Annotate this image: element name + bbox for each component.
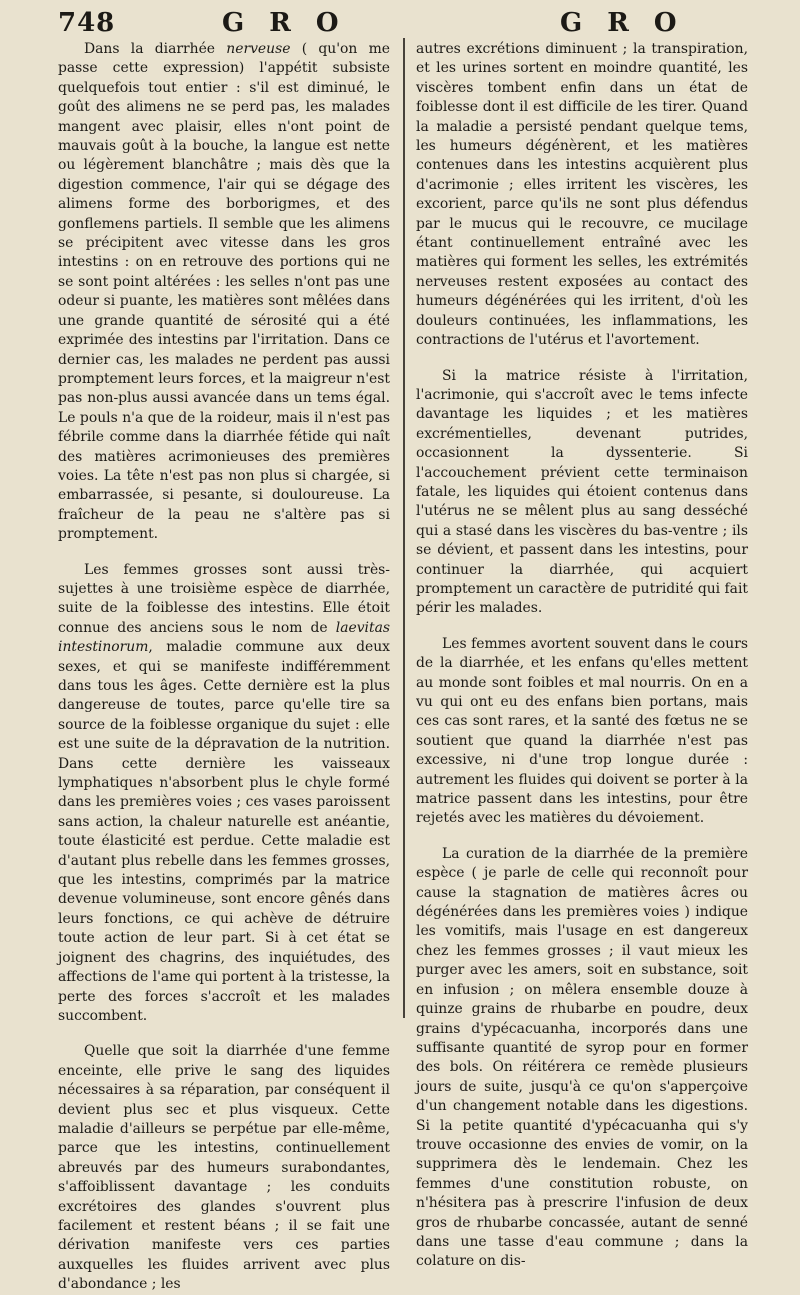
page-number: 748 bbox=[58, 8, 116, 38]
paragraph: Les femmes grosses sont aussi très-sujettes à une troisième espèce de diarrhée, suite de la foiblesse des intestins. Elle étoit connue des anciens sous le nom de laevitas intestinorum, maladie commune aux deux sexes, et qui se manifeste indifféremment dans tous les âges. Cette dernière est la plus dangereuse de toutes, parce qu'elle tire sa source de la foiblesse organique du sujet : elle est une suite de la dépravation de la nutrition. Dans cette dernière les vaisseaux lymphatiques n'absorbent plus le chyle formé dans les premières voies ; ces vases paroissent sans action, la chaleur naturelle est anéantie, toute élasticité est perdue. Cette maladie est d'autant plus rebelle dans les femmes grosses, que les intestins, comprimés par la matrice devenue volumineuse, sont encore gênés dans leurs fonctions, ce qui achève de détruire toute action de leur part. Si à cet état se joignent des chagrins, des inquiétudes, des affections de l'ame qui portent à la tristesse, la perte des forces s'accroît et les malades succombent. bbox=[58, 561, 390, 1024]
paragraph: La curation de la diarrhée de la première espèce ( je parle de celle qui reconnoît pour cause la stagnation de matières âcres ou dégénérées dans les premières voies ) indique les vomitifs, mais l'usage en est dangereux chez les femmes grosses ; il vaut mieux les purger avec les amers, soit en substance, soit en infusion ; on mêlera ensemble douze à quinze grains de rhubarbe en poudre, deux grains d'ypécacuanha, incorporés dans une suffisante quantité de syrop pour en former des bols. On réitérera ce remède plusieurs jours de suite, jusqu'à ce qu'on s'apperçoive d'un changement notable dans les digestions. Si la petite quantité d'ypécacuanha qui s'y trouve occasionne des envies de vomir, on la supprimera dès le lendemain. Chez les femmes d'une constitution robuste, on n'hésitera pas à prescrire l'infusion de deux gros de rhubarbe concassée, autant de senné dans une tasse d'eau commune ; dans la colature on dis- bbox=[416, 845, 748, 1270]
paragraph: Quelle que soit la diarrhée d'une femme enceinte, elle prive le sang des liquides nécessaires à sa réparation, par conséquent il devient plus sec et plus visqueux. Cette maladie d'ailleurs se perpétue par elle-même, parce que les intestins, continuellement abreuvés par des humeurs surabondantes, s'affoiblissent davantage ; les conduits excrétoires des glandes s'ouvrent plus facilement et restent béans ; il se fait une dérivation manifeste vers ces parties auxquelles les fluides arrivent avec plus d'abondance ; les bbox=[58, 1043, 390, 1293]
emphasis: laevitas intestinorum bbox=[58, 619, 390, 656]
emphasis: nerveuse bbox=[226, 41, 291, 57]
right-column bbox=[416, 40, 748, 1272]
paragraph: Si la matrice résiste à l'irritation, l'acrimonie, qui s'accroît avec le tems infecte davantage les liquides ; et les matières excrémentielles, devenant putrides, occasionnent la dyssenterie. Si l'accouchement prévient cette terminaison fatale, les liquides qui étoient contenus dans l'utérus ne se mêlent plus au sang desséché qui a stasé dans les viscères du bas-ventre ; ils se dévient, et passent dans les intestins, pour continuer la diarrhée, qui acquiert promptement un caractère de putridité qui fait périr les malades. bbox=[416, 367, 748, 617]
paragraph: autres excrétions diminuent ; la transpiration, et les urines sortent en moindre quantité, les viscères tombent enfin dans un état de foiblesse dont il est difficile de les tirer. Quand la maladie a persisté pendant quelque tems, les humeurs dégénèrent, et les matières contenues dans les intestins acquièrent plus d'acrimonie ; elles irritent les viscères, les excorient, parce qu'ils ne sont plus défendus par le mucus qui le recouvre, ce mucilage étant continuellement entraîné avec les matières qui forment les selles, les extrémités nerveuses restent exposées au contact des humeurs dégénérées qui les irritent, d'où les douleurs continuées, les inflammations, les contractions de l'utérus et l'avortement. bbox=[416, 41, 748, 349]
running-head-right: G R O bbox=[560, 8, 685, 38]
left-column bbox=[58, 40, 390, 1295]
running-head-left: G R O bbox=[222, 8, 347, 38]
paragraph: Dans la diarrhée nerveuse ( qu'on me passe cette expression) l'appétit subsiste quelquefois tout entier : s'il est diminué, le goût des alimens ne se perd pas, les malades mangent avec plaisir, elles n'ont point de mauvais goût à la bouche, la langue est nette ou légèrement blanchâtre ; mais dès que la digestion commence, l'air qui se dégage des alimens forme des borborigmes, et des gonflemens partiels. Il semble que les alimens se précipitent avec vitesse dans les gros intestins : on en retrouve des portions qui ne se sont point altérées : les selles n'ont pas une odeur si puante, les matières sont mêlées dans une grande quantité de sérosité qui a été exprimée des intestins par l'irritation. Dans ce dernier cas, les malades ne perdent pas aussi promptement leurs forces, et la maigreur n'est pas non-plus aussi avancée dans un tems égal. Le pouls n'a que de la roideur, mais il n'est pas fébrile comme dans la diarrhée fétide qui naît des matières acrimonieuses des premières voies. La tête n'est pas non plus si chargée, si embarrassée, si pesante, si douloureuse. La fraîcheur de la peau ne s'altère pas si promptement. bbox=[58, 41, 390, 543]
column-rule bbox=[403, 38, 405, 1018]
page-header bbox=[0, 0, 800, 44]
paragraph: Les femmes avortent souvent dans le cours de la diarrhée, et les enfans qu'elles mettent au monde sont foibles et mal nourris. On en a vu qui ont eu des enfans bien portans, mais ces cas sont rares, et la santé des fœtus ne se soutient que quand la diarrhée n'est pas excessive, ni d'une trop longue durée : autrement les fluides qui doivent se porter à la matrice passent dans les intestins, pour être rejetés avec les matières du dévoiement. bbox=[416, 635, 748, 827]
